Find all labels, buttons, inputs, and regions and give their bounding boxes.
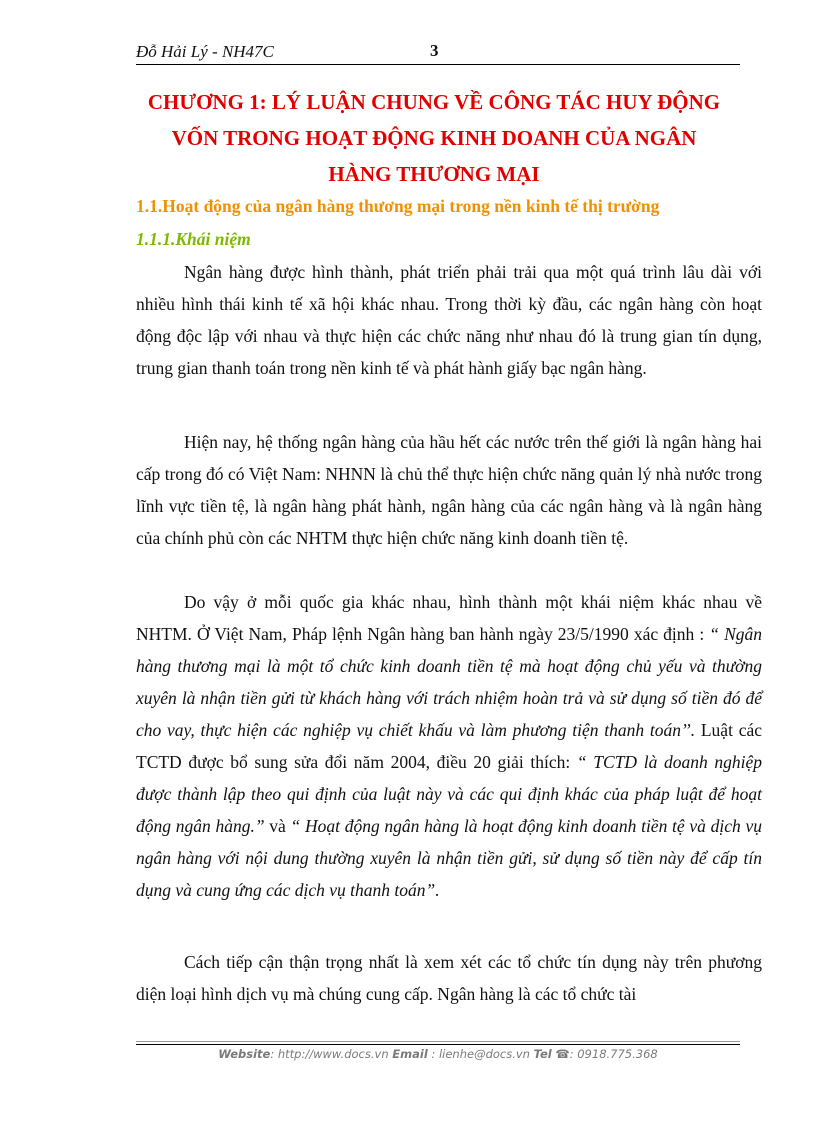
paragraph-3-text: Do vậy ở mỗi quốc gia khác nhau, hình thành một khái niệm khác nhau về NHTM. Ở Việt Nam, Pháp lệnh Ngân hàng ban hành ngày 23/5/1990 xác định : [136, 592, 762, 644]
chapter-title [120, 84, 748, 192]
chapter-title-line: CHƯƠNG 1: LÝ LUẬN CHUNG VỀ CÔNG TÁC HUY ĐỘNG [147, 90, 721, 114]
paragraph-3-text: và [264, 816, 291, 836]
header-author: Đỗ Hải Lý - NH47C [136, 42, 274, 61]
footer-divider [136, 1041, 740, 1042]
quote-ordinance-definition: “ Ngân hàng thương mại là một tổ chức kinh doanh tiền tệ mà hoạt động chủ yếu và thường xuyên là nhận tiền gửi từ khách hàng với trách nhiệm hoàn trả và sử dụng số tiền đó để cho vay, thực hiện các nghiệp vụ chiết khấu và làm phương tiện thanh toán’’. [136, 624, 763, 740]
footer-website-label: Website [218, 1047, 271, 1061]
page-footer [136, 1044, 740, 1061]
paragraph-2: Hiện nay, hệ thống ngân hàng của hầu hết các nước trên thế giới là ngân hàng hai cấp trong đó có Việt Nam: NHNN là chủ thể thực hiện chức năng quản lý nhà nước trong lĩnh vực tiền tệ, là ngân hàng phát hành, ngân hàng của các ngân hàng và là ngân hàng của chính phủ còn các NHTM thực hiện chức năng kinh doanh tiền tệ. [136, 432, 762, 548]
footer-email-label: Email [392, 1047, 428, 1061]
page-header [136, 42, 740, 65]
paragraph-3-text: Luật các TCTD được bổ sung sửa đổi năm 2004, điều 20 giải thích: [136, 720, 763, 772]
paragraph-1: Ngân hàng được hình thành, phát triển phải trải qua một quá trình lâu dài với nhiều hình thái kinh tế xã hội khác nhau. Trong thời kỳ đầu, các ngân hàng còn hoạt động độc lập với nhau và thực hiện các chức năng như nhau đó là trung gian tín dụng, trung gian thanh toán trong nền kinh tế và phát hành giấy bạc ngân hàng. [136, 262, 762, 378]
paragraph-4: Cách tiếp cận thận trọng nhất là xem xét các tổ chức tín dụng này trên phương diện loại hình dịch vụ mà chúng cung cấp. Ngân hàng là các tổ chức tài [136, 952, 762, 1004]
footer-website-link[interactable]: : http://www.docs.vn [270, 1047, 389, 1061]
page-number: 3 [430, 41, 439, 60]
footer-email-link[interactable]: : lienhe@docs.vn [427, 1047, 530, 1061]
chapter-title-line: HÀNG THƯƠNG MẠI [328, 162, 540, 186]
quote-tctd-definition: “ TCTD là doanh nghiệp được thành lập theo qui định của luật này và các qui định khác của pháp luật để hoạt động ngân hàng.” [136, 752, 762, 836]
paragraph-3 [136, 586, 762, 906]
subsection-heading: 1.1.1.Khái niệm [136, 229, 251, 249]
quote-banking-activity: “ Hoạt động ngân hàng là hoạt động kinh doanh tiền tệ và dịch vụ ngân hàng với nội dung thường xuyên là nhận tiền gửi, sử dụng số tiền này để cấp tín dụng và cung ứng các dịch vụ thanh toán”. [136, 816, 763, 900]
footer-tel-value: ☎: 0918.775.368 [551, 1047, 658, 1061]
footer-tel-label: Tel [533, 1047, 552, 1061]
chapter-title-line: VỐN TRONG HOẠT ĐỘNG KINH DOANH CỦA NGÂN [171, 126, 697, 150]
section-heading: 1.1.Hoạt động của ngân hàng thương mại trong nền kinh tế thị trường [136, 196, 660, 216]
